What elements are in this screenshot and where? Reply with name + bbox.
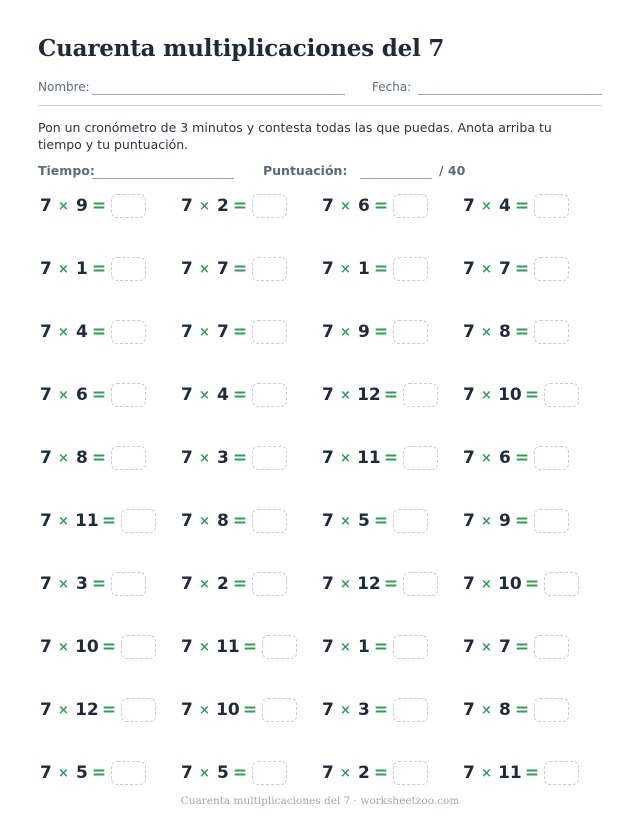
- times-sign: ×: [199, 261, 210, 277]
- factor-a: 7: [322, 196, 334, 216]
- answer-box[interactable]: [252, 194, 287, 218]
- factor-a: 7: [40, 637, 52, 657]
- answer-box[interactable]: [252, 383, 287, 407]
- factor-b: 5: [216, 763, 229, 783]
- problem-item: [463, 692, 604, 728]
- equals-sign: =: [383, 574, 399, 594]
- equals-sign: =: [524, 763, 540, 783]
- answer-box[interactable]: [252, 509, 287, 533]
- problem-item: [322, 692, 463, 728]
- factor-a: 7: [40, 574, 52, 594]
- equals-sign: =: [514, 448, 530, 468]
- factor-a: 7: [463, 448, 475, 468]
- factor-a: 7: [181, 637, 193, 657]
- equals-sign: =: [91, 385, 107, 405]
- times-sign: ×: [199, 198, 210, 214]
- date-label: Fecha:: [372, 80, 412, 94]
- factor-a: 7: [322, 322, 334, 342]
- factor-a: 7: [181, 385, 193, 405]
- answer-box[interactable]: [534, 257, 569, 281]
- problem-item: [40, 755, 181, 791]
- factor-b: 3: [75, 574, 88, 594]
- equals-sign: =: [232, 259, 248, 279]
- answer-box[interactable]: [111, 383, 146, 407]
- factor-b: 2: [216, 574, 229, 594]
- factor-b: 10: [498, 385, 522, 405]
- equals-sign: =: [373, 700, 389, 720]
- factor-b: 3: [216, 448, 229, 468]
- factor-a: 7: [322, 448, 334, 468]
- equals-sign: =: [373, 763, 389, 783]
- times-sign: ×: [340, 261, 351, 277]
- answer-box[interactable]: [111, 257, 146, 281]
- problem-item: [463, 755, 604, 791]
- times-sign: ×: [58, 576, 69, 592]
- answer-box[interactable]: [393, 320, 428, 344]
- factor-b: 8: [75, 448, 88, 468]
- date-line[interactable]: [418, 94, 602, 95]
- problem-item: [181, 251, 322, 287]
- factor-a: 7: [181, 322, 193, 342]
- answer-box[interactable]: [262, 635, 297, 659]
- answer-box[interactable]: [403, 572, 438, 596]
- time-label: Tiempo:: [38, 163, 95, 178]
- times-sign: ×: [58, 450, 69, 466]
- factor-a: 7: [181, 448, 193, 468]
- answer-box[interactable]: [393, 509, 428, 533]
- factor-a: 7: [322, 259, 334, 279]
- factor-a: 7: [181, 259, 193, 279]
- times-sign: ×: [340, 702, 351, 718]
- factor-b: 6: [75, 385, 88, 405]
- equals-sign: =: [373, 511, 389, 531]
- equals-sign: =: [514, 637, 530, 657]
- equals-sign: =: [242, 637, 258, 657]
- answer-box[interactable]: [544, 761, 579, 785]
- factor-b: 10: [216, 700, 240, 720]
- factor-b: 1: [75, 259, 88, 279]
- times-sign: ×: [199, 702, 210, 718]
- problem-item: [40, 692, 181, 728]
- problem-item: [463, 440, 604, 476]
- problem-item: [322, 188, 463, 224]
- factor-b: 12: [357, 574, 381, 594]
- problem-item: [322, 314, 463, 350]
- problem-item: [463, 503, 604, 539]
- times-sign: ×: [340, 513, 351, 529]
- factor-b: 6: [357, 196, 370, 216]
- answer-box[interactable]: [403, 446, 438, 470]
- problem-item: [40, 188, 181, 224]
- times-sign: ×: [481, 324, 492, 340]
- times-sign: ×: [58, 198, 69, 214]
- times-sign: ×: [58, 513, 69, 529]
- footer: Cuarenta multiplicaciones del 7 · worksheetzoo.com: [180, 795, 460, 807]
- equals-sign: =: [242, 700, 258, 720]
- times-sign: ×: [340, 198, 351, 214]
- factor-a: 7: [181, 763, 193, 783]
- factor-a: 7: [322, 385, 334, 405]
- problem-item: [463, 251, 604, 287]
- problem-item: [181, 440, 322, 476]
- answer-box[interactable]: [121, 635, 156, 659]
- factor-a: 7: [40, 700, 52, 720]
- factor-b: 1: [357, 259, 370, 279]
- divider: [38, 105, 602, 106]
- factor-a: 7: [40, 763, 52, 783]
- factor-a: 7: [181, 700, 193, 720]
- times-sign: ×: [199, 576, 210, 592]
- name-line[interactable]: [92, 94, 345, 95]
- problem-item: [40, 251, 181, 287]
- factor-b: 11: [75, 511, 99, 531]
- problem-item: [40, 377, 181, 413]
- times-sign: ×: [199, 765, 210, 781]
- equals-sign: =: [91, 196, 107, 216]
- equals-sign: =: [232, 322, 248, 342]
- score-label: Puntuación:: [263, 163, 348, 178]
- factor-b: 7: [498, 259, 511, 279]
- times-sign: ×: [481, 576, 492, 592]
- factor-b: 10: [498, 574, 522, 594]
- answer-box[interactable]: [534, 635, 569, 659]
- problem-item: [40, 503, 181, 539]
- equals-sign: =: [91, 448, 107, 468]
- times-sign: ×: [340, 324, 351, 340]
- factor-a: 7: [40, 511, 52, 531]
- factor-a: 7: [463, 700, 475, 720]
- factor-a: 7: [463, 259, 475, 279]
- answer-box[interactable]: [544, 383, 579, 407]
- equals-sign: =: [101, 700, 117, 720]
- answer-box[interactable]: [534, 446, 569, 470]
- equals-sign: =: [232, 574, 248, 594]
- factor-b: 11: [216, 637, 240, 657]
- equals-sign: =: [232, 763, 248, 783]
- problem-item: [322, 251, 463, 287]
- time-line[interactable]: [92, 178, 234, 179]
- answer-box[interactable]: [111, 572, 146, 596]
- factor-a: 7: [463, 637, 475, 657]
- factor-a: 7: [40, 448, 52, 468]
- problem-item: [463, 377, 604, 413]
- factor-a: 7: [40, 196, 52, 216]
- header-fields: [38, 80, 602, 100]
- problem-item: [181, 314, 322, 350]
- answer-box[interactable]: [534, 509, 569, 533]
- factor-b: 10: [75, 637, 99, 657]
- equals-sign: =: [373, 322, 389, 342]
- factor-b: 5: [75, 763, 88, 783]
- times-sign: ×: [199, 450, 210, 466]
- factor-b: 11: [498, 763, 522, 783]
- factor-b: 9: [75, 196, 88, 216]
- answer-box[interactable]: [393, 635, 428, 659]
- answer-box[interactable]: [111, 761, 146, 785]
- factor-b: 12: [75, 700, 99, 720]
- factor-a: 7: [322, 700, 334, 720]
- times-sign: ×: [199, 324, 210, 340]
- equals-sign: =: [101, 511, 117, 531]
- times-sign: ×: [58, 324, 69, 340]
- problem-item: [181, 503, 322, 539]
- answer-box[interactable]: [252, 572, 287, 596]
- times-sign: ×: [481, 513, 492, 529]
- equals-sign: =: [232, 511, 248, 531]
- factor-b: 5: [357, 511, 370, 531]
- times-sign: ×: [340, 765, 351, 781]
- factor-b: 4: [75, 322, 88, 342]
- equals-sign: =: [524, 385, 540, 405]
- factor-a: 7: [463, 385, 475, 405]
- times-sign: ×: [481, 198, 492, 214]
- problem-item: [463, 566, 604, 602]
- problem-item: [463, 188, 604, 224]
- score-line[interactable]: [360, 178, 432, 179]
- factor-a: 7: [463, 322, 475, 342]
- equals-sign: =: [514, 196, 530, 216]
- factor-b: 8: [498, 700, 511, 720]
- instructions: Pon un cronómetro de 3 minutos y contesta todas las que puedas. Anota arriba tu tiempo y tu puntuación.: [38, 120, 552, 152]
- times-sign: ×: [481, 702, 492, 718]
- problem-item: [40, 566, 181, 602]
- answer-box[interactable]: [252, 761, 287, 785]
- factor-a: 7: [40, 322, 52, 342]
- answer-box[interactable]: [534, 698, 569, 722]
- factor-a: 7: [463, 196, 475, 216]
- equals-sign: =: [91, 574, 107, 594]
- answer-box[interactable]: [534, 194, 569, 218]
- problem-item: [181, 566, 322, 602]
- equals-sign: =: [524, 574, 540, 594]
- answer-box[interactable]: [252, 446, 287, 470]
- times-sign: ×: [58, 261, 69, 277]
- problem-item: [322, 440, 463, 476]
- score-row: [38, 163, 598, 183]
- problem-item: [181, 377, 322, 413]
- times-sign: ×: [481, 639, 492, 655]
- factor-b: 7: [498, 637, 511, 657]
- equals-sign: =: [232, 448, 248, 468]
- problem-item: [40, 629, 181, 665]
- problem-item: [40, 314, 181, 350]
- name-label: Nombre:: [38, 80, 90, 94]
- factor-b: 6: [498, 448, 511, 468]
- times-sign: ×: [58, 702, 69, 718]
- problem-item: [322, 377, 463, 413]
- answer-box[interactable]: [403, 383, 438, 407]
- equals-sign: =: [373, 259, 389, 279]
- problem-grid: [40, 188, 600, 788]
- problem-item: [181, 755, 322, 791]
- equals-sign: =: [373, 196, 389, 216]
- times-sign: ×: [481, 261, 492, 277]
- equals-sign: =: [91, 259, 107, 279]
- problem-item: [463, 629, 604, 665]
- answer-box[interactable]: [262, 698, 297, 722]
- factor-a: 7: [40, 259, 52, 279]
- equals-sign: =: [232, 385, 248, 405]
- problem-item: [322, 755, 463, 791]
- answer-box[interactable]: [393, 761, 428, 785]
- equals-sign: =: [383, 448, 399, 468]
- equals-sign: =: [514, 511, 530, 531]
- answer-box[interactable]: [393, 194, 428, 218]
- equals-sign: =: [91, 763, 107, 783]
- factor-b: 2: [216, 196, 229, 216]
- factor-b: 4: [216, 385, 229, 405]
- times-sign: ×: [58, 639, 69, 655]
- factor-a: 7: [463, 763, 475, 783]
- answer-box[interactable]: [393, 698, 428, 722]
- times-sign: ×: [340, 576, 351, 592]
- answer-box[interactable]: [544, 572, 579, 596]
- factor-a: 7: [181, 574, 193, 594]
- answer-box[interactable]: [252, 257, 287, 281]
- equals-sign: =: [383, 385, 399, 405]
- times-sign: ×: [58, 765, 69, 781]
- factor-a: 7: [322, 763, 334, 783]
- factor-b: 8: [216, 511, 229, 531]
- equals-sign: =: [373, 637, 389, 657]
- equals-sign: =: [514, 322, 530, 342]
- factor-a: 7: [181, 511, 193, 531]
- equals-sign: =: [91, 322, 107, 342]
- answer-box[interactable]: [393, 257, 428, 281]
- factor-b: 2: [357, 763, 370, 783]
- factor-b: 9: [357, 322, 370, 342]
- times-sign: ×: [340, 387, 351, 403]
- factor-a: 7: [322, 574, 334, 594]
- equals-sign: =: [514, 700, 530, 720]
- times-sign: ×: [481, 450, 492, 466]
- times-sign: ×: [199, 387, 210, 403]
- factor-b: 9: [498, 511, 511, 531]
- problem-item: [40, 440, 181, 476]
- factor-b: 1: [357, 637, 370, 657]
- factor-a: 7: [181, 196, 193, 216]
- problem-item: [181, 188, 322, 224]
- times-sign: ×: [58, 387, 69, 403]
- problem-item: [322, 503, 463, 539]
- factor-a: 7: [463, 574, 475, 594]
- answer-box[interactable]: [111, 446, 146, 470]
- equals-sign: =: [232, 196, 248, 216]
- factor-b: 7: [216, 259, 229, 279]
- score-total: / 40: [439, 163, 466, 178]
- factor-b: 4: [498, 196, 511, 216]
- times-sign: ×: [481, 765, 492, 781]
- page-title: Cuarenta multiplicaciones del 7: [38, 35, 445, 62]
- problem-item: [322, 566, 463, 602]
- problem-item: [463, 314, 604, 350]
- answer-box[interactable]: [121, 509, 156, 533]
- times-sign: ×: [340, 450, 351, 466]
- equals-sign: =: [101, 637, 117, 657]
- factor-b: 11: [357, 448, 381, 468]
- factor-a: 7: [463, 511, 475, 531]
- answer-box[interactable]: [111, 194, 146, 218]
- times-sign: ×: [199, 513, 210, 529]
- factor-b: 7: [216, 322, 229, 342]
- problem-item: [181, 692, 322, 728]
- factor-b: 8: [498, 322, 511, 342]
- answer-box[interactable]: [252, 320, 287, 344]
- answer-box[interactable]: [111, 320, 146, 344]
- times-sign: ×: [199, 639, 210, 655]
- factor-b: 12: [357, 385, 381, 405]
- answer-box[interactable]: [121, 698, 156, 722]
- problem-item: [322, 629, 463, 665]
- factor-a: 7: [322, 637, 334, 657]
- factor-a: 7: [322, 511, 334, 531]
- factor-b: 3: [357, 700, 370, 720]
- times-sign: ×: [340, 639, 351, 655]
- equals-sign: =: [514, 259, 530, 279]
- answer-box[interactable]: [534, 320, 569, 344]
- problem-item: [181, 629, 322, 665]
- factor-a: 7: [40, 385, 52, 405]
- times-sign: ×: [481, 387, 492, 403]
